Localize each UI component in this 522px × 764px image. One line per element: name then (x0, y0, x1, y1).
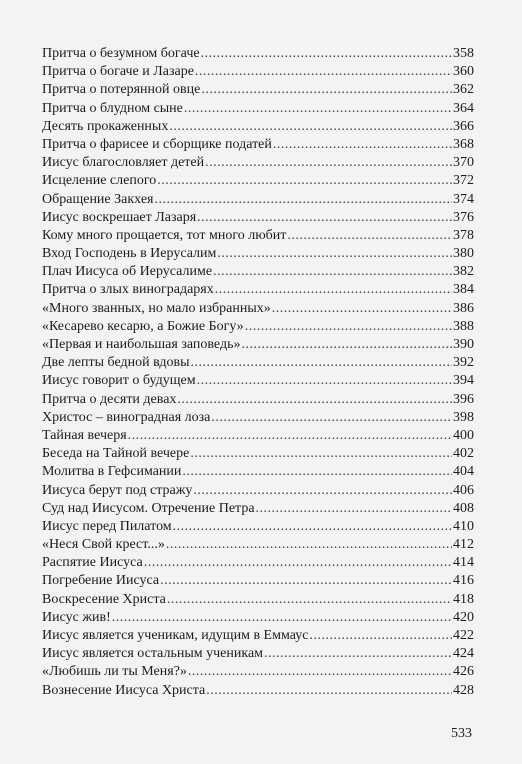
toc-entry-page: 358 (453, 46, 474, 61)
toc-entry-page: 426 (453, 664, 474, 680)
toc-entry (42, 354, 474, 372)
toc-entry-page: 410 (453, 518, 474, 534)
toc-entry (42, 227, 474, 245)
dot-leader (205, 154, 452, 172)
toc-entry-page: 368 (453, 136, 474, 152)
toc-entry-page: 380 (453, 246, 474, 262)
toc-entry-page: 370 (453, 155, 474, 171)
dot-leader (166, 536, 452, 554)
dot-leader (287, 227, 452, 245)
dot-leader (112, 609, 452, 627)
toc-entry-page: 404 (453, 464, 474, 480)
toc-entry (42, 663, 474, 681)
toc-entry (42, 591, 474, 609)
toc-entry-title: Распятие Иисуса (42, 555, 143, 571)
toc-entry (42, 281, 474, 299)
toc-entry (42, 463, 474, 481)
toc-entry (42, 100, 474, 118)
toc-entry-page: 394 (453, 373, 474, 389)
toc-entry (42, 645, 474, 663)
dot-leader (144, 554, 452, 572)
toc-entry (42, 318, 474, 336)
toc-entry-title: Иисус является остальным ученикам (42, 646, 264, 662)
toc-entry (42, 300, 474, 318)
toc-entry (42, 518, 474, 536)
toc-entry-page: 424 (453, 646, 474, 662)
toc-entry-title: Беседа на Тайной вечере (42, 446, 190, 462)
toc-entry-title: Притча о десяти девах (42, 391, 177, 407)
toc-entry-page: 428 (453, 682, 474, 698)
toc-entry-title: Две лепты бедной вдовы (42, 355, 190, 371)
toc-entry (42, 536, 474, 554)
toc-entry-title: Иисус говорит о будущем (42, 373, 196, 389)
toc-entry-page: 386 (453, 300, 474, 316)
toc-entry (42, 682, 474, 700)
dot-leader (309, 627, 452, 645)
toc-entry (42, 572, 474, 590)
toc-entry-page: 364 (453, 100, 474, 116)
toc-entry-page: 418 (453, 591, 474, 607)
dot-leader (195, 63, 452, 81)
dot-leader (190, 445, 452, 463)
toc-entry-title: Иисус благословляет детей (42, 155, 205, 171)
dot-leader (273, 136, 452, 154)
toc-entry-page: 360 (453, 64, 474, 80)
toc-entry (42, 81, 474, 99)
dot-leader (177, 391, 452, 409)
toc-entry-title: Погребение Иисуса (42, 573, 160, 589)
dot-leader (197, 209, 452, 227)
toc-entry-title: Притча о фарисее и сборщике податей (42, 136, 272, 152)
toc-entry-page: 382 (453, 264, 474, 280)
toc-entry-title: Иисус перед Пилатом (42, 518, 172, 534)
toc-entry-title: Иисуса берут под стражу (42, 482, 193, 498)
toc-entry (42, 482, 474, 500)
toc-entry-title: Суд над Иисусом. Отречение Петра (42, 500, 255, 516)
toc-entry (42, 554, 474, 572)
dot-leader (206, 682, 452, 700)
toc-entry-title: Тайная вечеря (42, 427, 127, 443)
toc-entry (42, 391, 474, 409)
toc-entry-title: Иисус воскрешает Лазаря (42, 209, 197, 225)
dot-leader (201, 81, 452, 99)
toc-entry-page: 362 (453, 82, 474, 98)
toc-entry-title: «Кесарево кесарю, а Божие Богу» (42, 318, 244, 334)
toc-entry-page: 412 (453, 537, 474, 553)
dot-leader (154, 191, 452, 209)
toc-entry-title: «Любишь ли ты Меня?» (42, 664, 187, 680)
toc-entry-page: 366 (453, 118, 474, 134)
toc-entry (42, 409, 474, 427)
toc-entry (42, 263, 474, 281)
dot-leader (256, 500, 452, 518)
dot-leader (213, 263, 452, 281)
dot-leader (128, 427, 452, 445)
toc-entry-title: Обращение Закхея (42, 191, 154, 207)
dot-leader (264, 645, 452, 663)
dot-leader (191, 354, 453, 372)
toc-entry (42, 245, 474, 263)
table-of-contents (42, 45, 474, 700)
toc-entry-page: 416 (453, 573, 474, 589)
toc-entry-page: 376 (453, 209, 474, 225)
dot-leader (157, 172, 452, 190)
toc-entry-title: Притча о безумном богаче (42, 46, 200, 61)
dot-leader (173, 518, 452, 536)
toc-entry-title: Притча о богаче и Лазаре (42, 64, 194, 80)
toc-entry-title: Воскресение Христа (42, 591, 166, 607)
toc-entry (42, 118, 474, 136)
toc-entry (42, 63, 474, 81)
dot-leader (241, 336, 452, 354)
toc-entry-page: 408 (453, 500, 474, 516)
toc-entry-title: Кому много прощается, тот много любит (42, 227, 287, 243)
dot-leader (217, 245, 452, 263)
toc-entry-page: 414 (453, 555, 474, 571)
toc-entry (42, 609, 474, 627)
dot-leader (182, 463, 452, 481)
toc-entry-page: 390 (453, 337, 474, 352)
toc-entry-title: «Первая и наибольшая заповедь» (42, 337, 241, 352)
dot-leader (184, 100, 452, 118)
toc-entry (42, 427, 474, 445)
toc-entry-title: Вход Господень в Иерусалим (42, 246, 217, 262)
toc-entry-page: 384 (453, 282, 474, 298)
dot-leader (201, 45, 452, 63)
toc-entry (42, 191, 474, 209)
toc-entry-page: 402 (453, 446, 474, 462)
dot-leader (169, 118, 452, 136)
dot-leader (197, 372, 452, 390)
dot-leader (167, 591, 452, 609)
toc-entry (42, 172, 474, 190)
toc-entry-title: Притча о блудном сыне (42, 100, 183, 116)
toc-entry (42, 209, 474, 227)
toc-entry (42, 500, 474, 518)
toc-entry-title: Десять прокаженных (42, 118, 169, 134)
toc-entry (42, 627, 474, 645)
dot-leader (160, 572, 452, 590)
toc-entry-title: «Неся Свой крест...» (42, 537, 165, 553)
dot-leader (211, 409, 452, 427)
toc-entry (42, 336, 474, 354)
toc-entry-page: 374 (453, 191, 474, 207)
toc-entry-title: Христос – виноградная лоза (42, 409, 211, 425)
toc-entry-title: Исцеление слепого (42, 173, 157, 189)
toc-entry-title: Иисус жив! (42, 609, 111, 625)
toc-entry-title: Иисус является ученикам, идущим в Еммаус (42, 628, 309, 643)
toc-entry-page: 420 (453, 609, 474, 625)
toc-entry-title: Притча о потерянной овце (42, 82, 201, 98)
page-number: 533 (451, 726, 472, 741)
toc-entry-page: 396 (453, 391, 474, 407)
toc-entry (42, 136, 474, 154)
dot-leader (245, 318, 452, 336)
toc-entry-page: 372 (453, 173, 474, 189)
toc-entry-page: 398 (453, 409, 474, 425)
toc-entry-title: Вознесение Иисуса Христа (42, 682, 206, 698)
dot-leader (188, 663, 452, 681)
toc-entry-title: Плач Иисуса об Иерусалиме (42, 264, 213, 280)
toc-entry-page: 392 (453, 355, 474, 371)
toc-entry-page: 406 (453, 482, 474, 498)
dot-leader (193, 482, 452, 500)
toc-entry-page: 422 (453, 628, 474, 643)
toc-entry-title: Притча о злых виноградарях (42, 282, 214, 298)
toc-entry-title: «Много званных, но мало избранных» (42, 300, 271, 316)
toc-entry (42, 154, 474, 172)
toc-entry-page: 378 (453, 227, 474, 243)
toc-entry-page: 388 (453, 318, 474, 334)
toc-entry-page: 400 (453, 427, 474, 443)
toc-entry (42, 45, 474, 63)
toc-entry (42, 372, 474, 390)
dot-leader (272, 300, 452, 318)
dot-leader (215, 281, 452, 299)
toc-entry (42, 445, 474, 463)
toc-entry-title: Молитва в Гефсимании (42, 464, 182, 480)
